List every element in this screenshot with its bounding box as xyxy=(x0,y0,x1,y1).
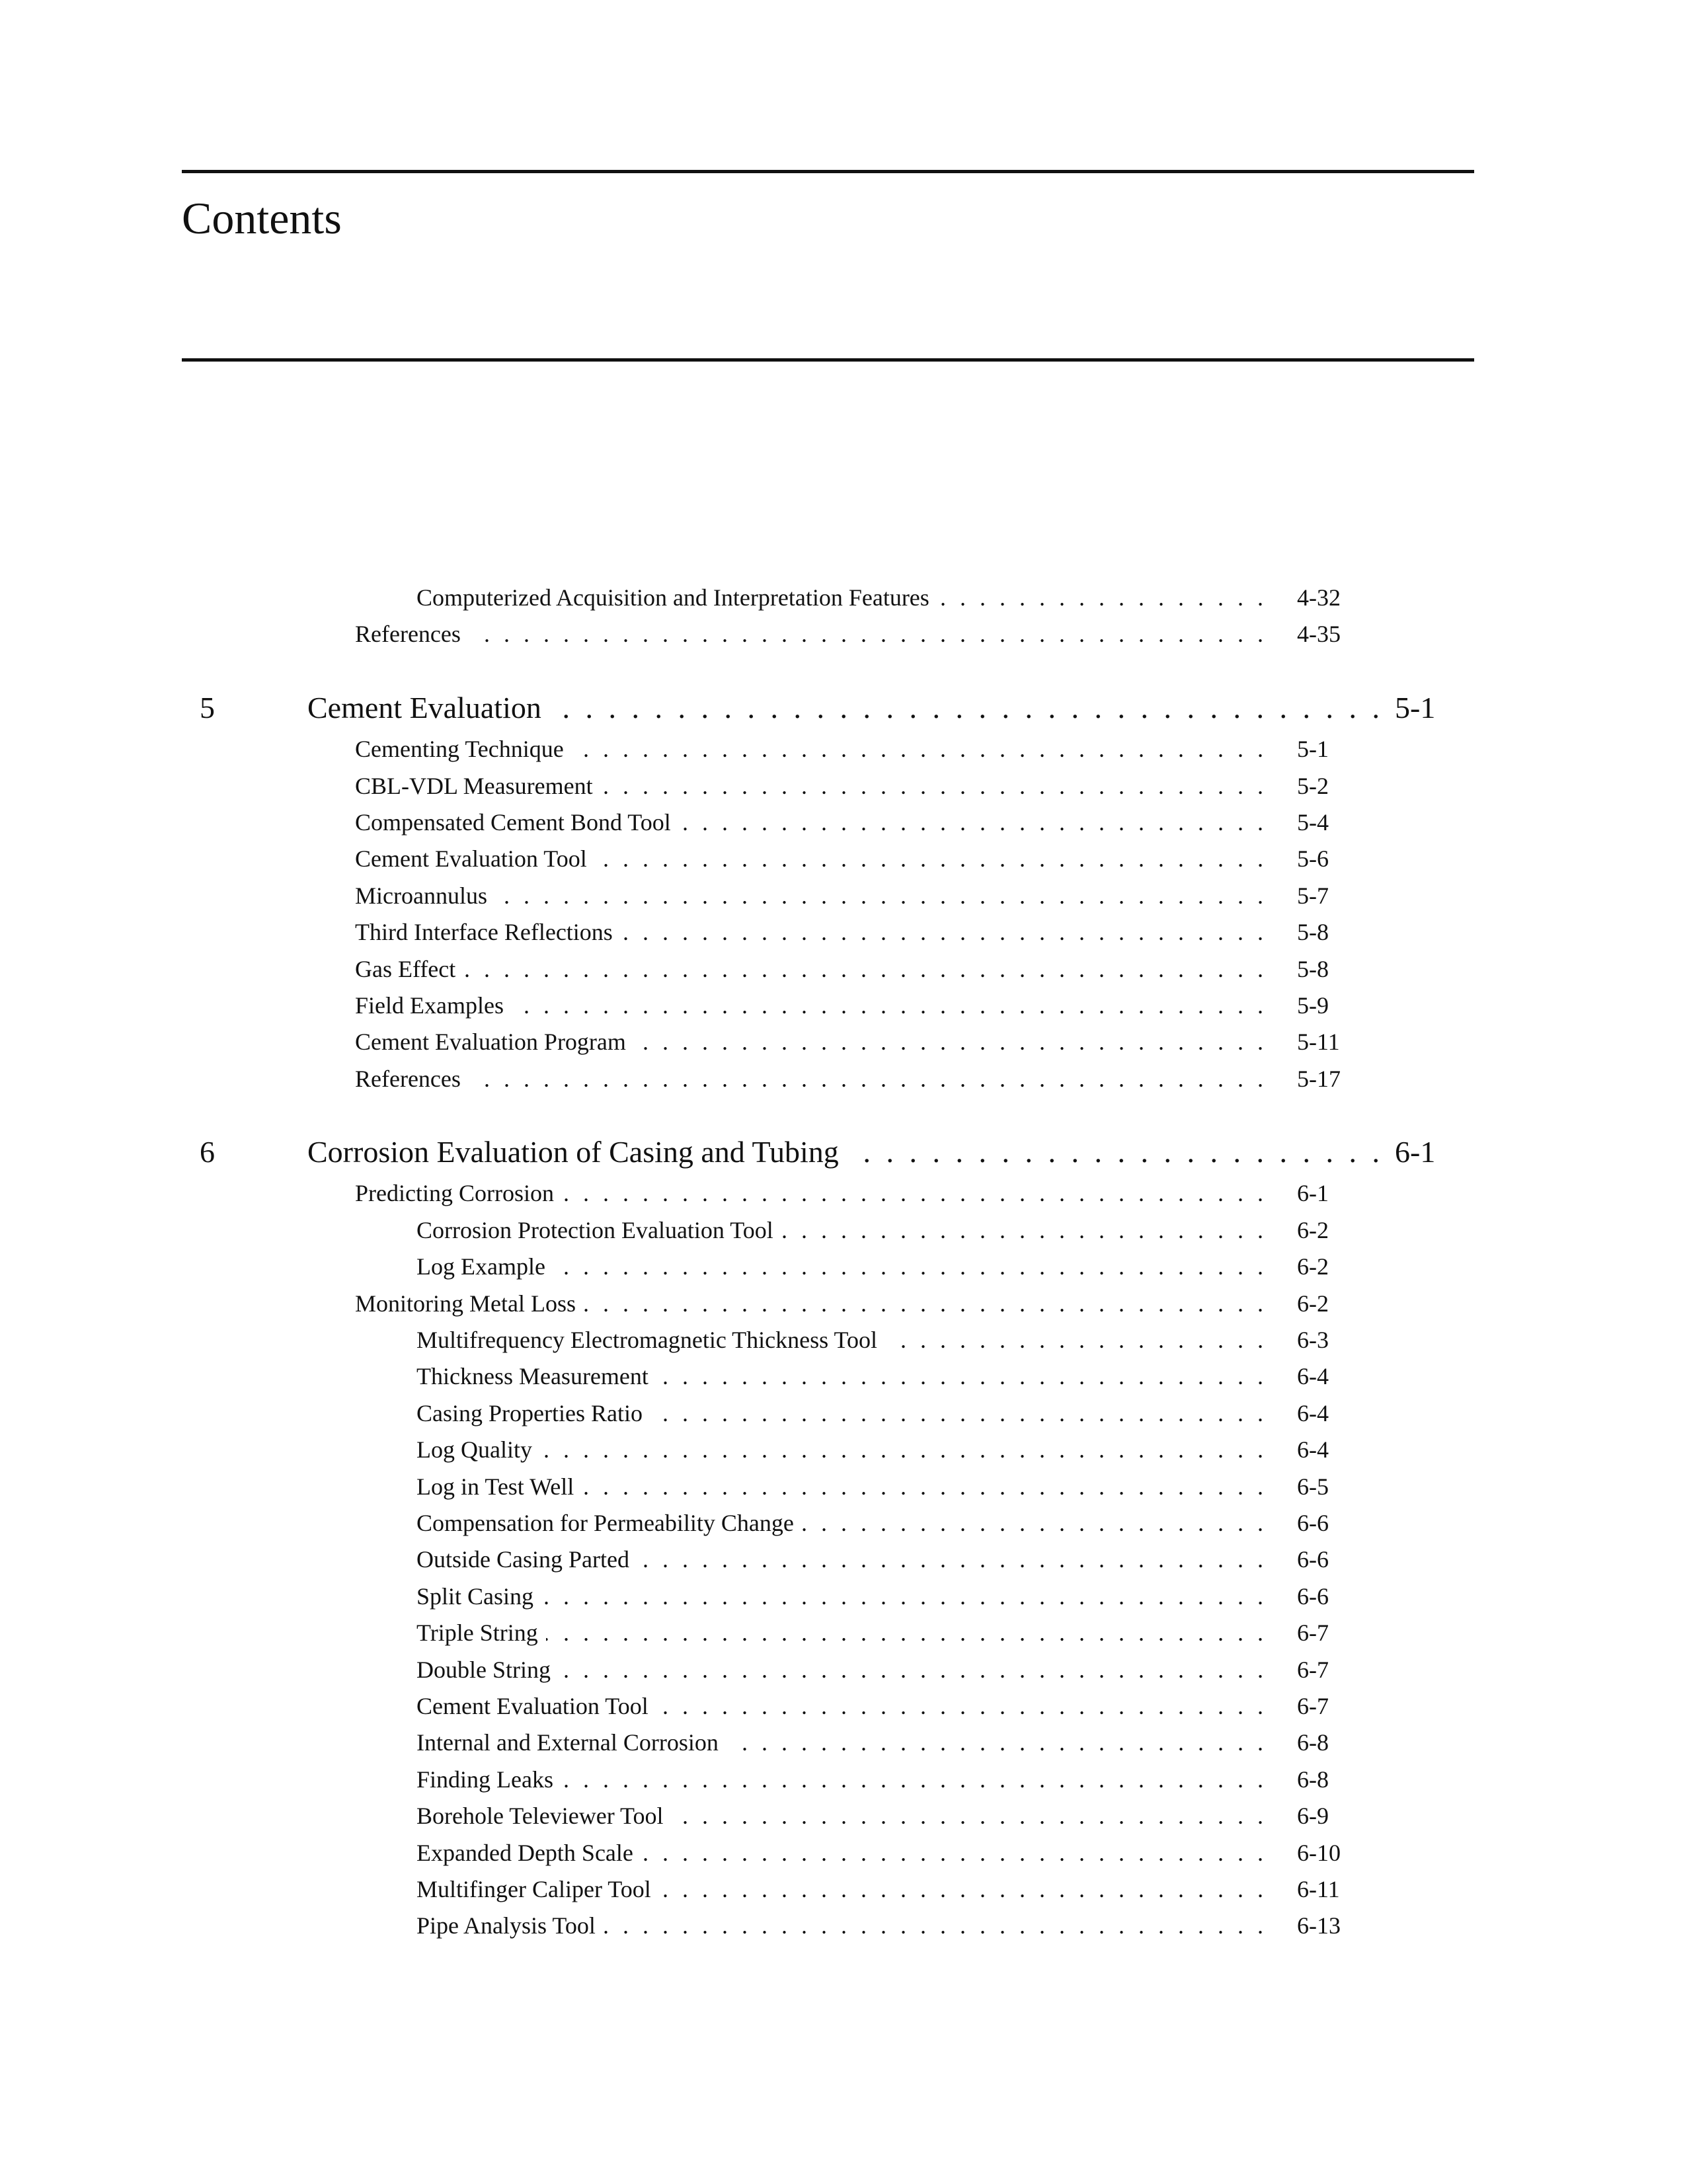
page-number: 6-6 xyxy=(1297,1546,1329,1573)
page-number: 6-7 xyxy=(1297,1692,1329,1719)
entry-title: CBL-VDL Measurement xyxy=(355,772,593,799)
entry-title: Finding Leaks xyxy=(416,1766,553,1793)
chapter-number: 6 xyxy=(200,1135,215,1169)
dot-leader xyxy=(553,1249,1267,1285)
toc-entry[interactable] xyxy=(0,1395,1691,1432)
entry-title: Predicting Corrosion xyxy=(355,1180,554,1207)
toc-entry[interactable] xyxy=(0,1286,1691,1322)
dot-leader xyxy=(659,1871,1267,1908)
toc-entry[interactable] xyxy=(0,1541,1691,1578)
entry-title: References xyxy=(355,621,461,648)
entry-title: Microannulus xyxy=(355,882,487,909)
title-rule xyxy=(182,358,1474,362)
page-number: 6-1 xyxy=(1395,1135,1436,1169)
dot-leader xyxy=(641,1835,1267,1871)
entry-title: Expanded Depth Scale xyxy=(416,1839,633,1866)
toc-chapter-entry[interactable] xyxy=(0,689,1691,726)
entry-title: Cement Evaluation Program xyxy=(355,1029,626,1056)
page-number: 5-8 xyxy=(1297,919,1329,946)
dot-leader xyxy=(885,1322,1267,1358)
page-number: 6-2 xyxy=(1297,1216,1329,1243)
page-number: 6-4 xyxy=(1297,1436,1329,1463)
dot-leader xyxy=(495,878,1267,914)
entry-title: Double String xyxy=(416,1656,551,1683)
chapter-number: 5 xyxy=(200,690,215,724)
entry-title: Field Examples xyxy=(355,992,504,1019)
toc-entry[interactable] xyxy=(0,1249,1691,1285)
entry-title: Cement Evaluation xyxy=(307,690,541,724)
toc-entry[interactable] xyxy=(0,1505,1691,1541)
toc-entry[interactable] xyxy=(0,1652,1691,1688)
entry-title: Compensated Cement Bond Tool xyxy=(355,808,671,836)
toc-entry[interactable] xyxy=(0,1835,1691,1871)
toc-entry[interactable] xyxy=(0,731,1691,767)
toc-entry[interactable] xyxy=(0,878,1691,914)
dot-leader xyxy=(937,580,1267,616)
dot-leader xyxy=(572,731,1267,767)
page-number: 6-9 xyxy=(1297,1803,1329,1830)
page-number: 6-13 xyxy=(1297,1912,1341,1939)
entry-title: Log Quality xyxy=(416,1436,532,1463)
entry-title: Third Interface Reflections xyxy=(355,919,613,946)
entry-title: Monitoring Metal Loss xyxy=(355,1290,576,1317)
dot-leader xyxy=(562,1175,1267,1212)
page-number: 5-8 xyxy=(1297,955,1329,982)
toc-entry[interactable] xyxy=(0,1688,1691,1725)
entry-title: Outside Casing Parted xyxy=(416,1546,629,1573)
dot-leader xyxy=(672,1798,1267,1834)
toc-entry[interactable] xyxy=(0,1908,1691,1944)
dot-leader xyxy=(634,1024,1267,1060)
page-number: 6-4 xyxy=(1297,1363,1329,1390)
toc-chapter-entry[interactable] xyxy=(0,1134,1691,1170)
toc-entry[interactable] xyxy=(0,841,1691,877)
entry-title: Internal and External Corrosion xyxy=(416,1729,719,1756)
entry-title: Triple String xyxy=(416,1619,538,1647)
dot-leader xyxy=(781,1212,1267,1249)
entry-title: Borehole Televiewer Tool xyxy=(416,1803,664,1830)
toc-entry[interactable] xyxy=(0,580,1691,616)
dot-leader xyxy=(656,1358,1267,1395)
page-number: 5-4 xyxy=(1297,808,1329,836)
dot-leader xyxy=(469,616,1267,652)
dot-leader xyxy=(463,951,1267,988)
page-number: 6-5 xyxy=(1297,1473,1329,1500)
entry-title: Computerized Acquisition and Interpretation Features xyxy=(416,584,929,611)
page-number: 5-11 xyxy=(1297,1029,1340,1056)
entry-title: Pipe Analysis Tool xyxy=(416,1912,596,1939)
toc-entry[interactable] xyxy=(0,616,1691,652)
page-number: 5-1 xyxy=(1297,736,1329,763)
entry-title: References xyxy=(355,1065,461,1092)
dot-leader xyxy=(582,1469,1267,1505)
toc-entry[interactable] xyxy=(0,1432,1691,1468)
toc-entry[interactable] xyxy=(0,1469,1691,1505)
entry-title: Thickness Measurement xyxy=(416,1363,649,1390)
dot-leader xyxy=(621,914,1267,951)
entry-title: Multifrequency Electromagnetic Thickness Tool xyxy=(416,1327,877,1354)
entry-title: Split Casing xyxy=(416,1582,534,1610)
page-number: 6-6 xyxy=(1297,1509,1329,1536)
page-number: 6-2 xyxy=(1297,1253,1329,1280)
dot-leader xyxy=(540,1432,1267,1468)
dot-leader xyxy=(584,1286,1267,1322)
toc-entry[interactable] xyxy=(0,988,1691,1024)
page-number: 6-1 xyxy=(1297,1180,1329,1207)
entry-title: Multifinger Caliper Tool xyxy=(416,1875,651,1902)
page-number: 5-6 xyxy=(1297,845,1329,873)
page-number: 6-8 xyxy=(1297,1766,1329,1793)
entry-title: Log Example xyxy=(416,1253,545,1280)
page-number: 6-4 xyxy=(1297,1399,1329,1426)
dot-leader xyxy=(469,1061,1267,1097)
entry-title: Corrosion Evaluation of Casing and Tubing xyxy=(307,1135,839,1169)
entry-title: Casing Properties Ratio xyxy=(416,1399,643,1426)
top-rule xyxy=(182,170,1474,173)
page-number: 6-3 xyxy=(1297,1327,1329,1354)
page-number: 4-35 xyxy=(1297,621,1341,648)
entry-title: Log in Test Well xyxy=(416,1473,574,1500)
dot-leader xyxy=(549,689,1384,726)
entry-title: Cement Evaluation Tool xyxy=(416,1692,649,1719)
toc-entry[interactable] xyxy=(0,1212,1691,1249)
entry-title: Gas Effect xyxy=(355,955,456,982)
toc-entry[interactable] xyxy=(0,1358,1691,1395)
page-title: Contents xyxy=(182,193,342,243)
dot-leader xyxy=(595,841,1267,877)
toc-entry[interactable] xyxy=(0,1798,1691,1834)
dot-leader xyxy=(802,1505,1267,1541)
dot-leader xyxy=(512,988,1267,1024)
dot-leader xyxy=(727,1725,1267,1761)
page-number: 6-10 xyxy=(1297,1839,1341,1866)
toc-entry[interactable] xyxy=(0,804,1691,841)
page-number: 5-2 xyxy=(1297,772,1329,799)
entry-title: Compensation for Permeability Change xyxy=(416,1509,794,1536)
toc-entry[interactable] xyxy=(0,1061,1691,1097)
page-number: 5-17 xyxy=(1297,1065,1341,1092)
dot-leader xyxy=(679,804,1267,841)
toc-entry[interactable] xyxy=(0,1322,1691,1358)
page-number: 5-9 xyxy=(1297,992,1329,1019)
page-number: 6-11 xyxy=(1297,1875,1340,1902)
dot-leader xyxy=(604,1908,1267,1944)
toc-entry[interactable] xyxy=(0,1175,1691,1212)
page-number: 6-8 xyxy=(1297,1729,1329,1756)
page-number: 5-7 xyxy=(1297,882,1329,909)
toc-entry[interactable] xyxy=(0,1615,1691,1651)
entry-title: Cementing Technique xyxy=(355,736,564,763)
entry-title: Corrosion Protection Evaluation Tool xyxy=(416,1216,773,1243)
toc-entry[interactable] xyxy=(0,1579,1691,1615)
toc-entry[interactable] xyxy=(0,914,1691,951)
dot-leader xyxy=(541,1579,1267,1615)
page-number: 6-7 xyxy=(1297,1619,1329,1647)
toc-entry[interactable] xyxy=(0,1024,1691,1060)
dot-leader xyxy=(637,1541,1267,1578)
toc-entry[interactable] xyxy=(0,1762,1691,1798)
dot-leader xyxy=(650,1395,1267,1432)
dot-leader xyxy=(561,1762,1267,1798)
toc-entry[interactable] xyxy=(0,1871,1691,1908)
toc-entry[interactable] xyxy=(0,951,1691,988)
page-number: 6-6 xyxy=(1297,1582,1329,1610)
table-of-contents xyxy=(0,580,1691,1945)
dot-leader xyxy=(601,768,1267,804)
dot-leader xyxy=(656,1688,1267,1725)
dot-leader xyxy=(546,1615,1267,1651)
dot-leader xyxy=(847,1134,1384,1170)
page-number: 6-2 xyxy=(1297,1290,1329,1317)
page-number: 5-1 xyxy=(1395,690,1436,724)
page-number: 6-7 xyxy=(1297,1656,1329,1683)
dot-leader xyxy=(559,1652,1267,1688)
toc-entry[interactable] xyxy=(0,1725,1691,1761)
entry-title: Cement Evaluation Tool xyxy=(355,845,587,873)
page-number: 4-32 xyxy=(1297,584,1341,611)
toc-entry[interactable] xyxy=(0,768,1691,804)
